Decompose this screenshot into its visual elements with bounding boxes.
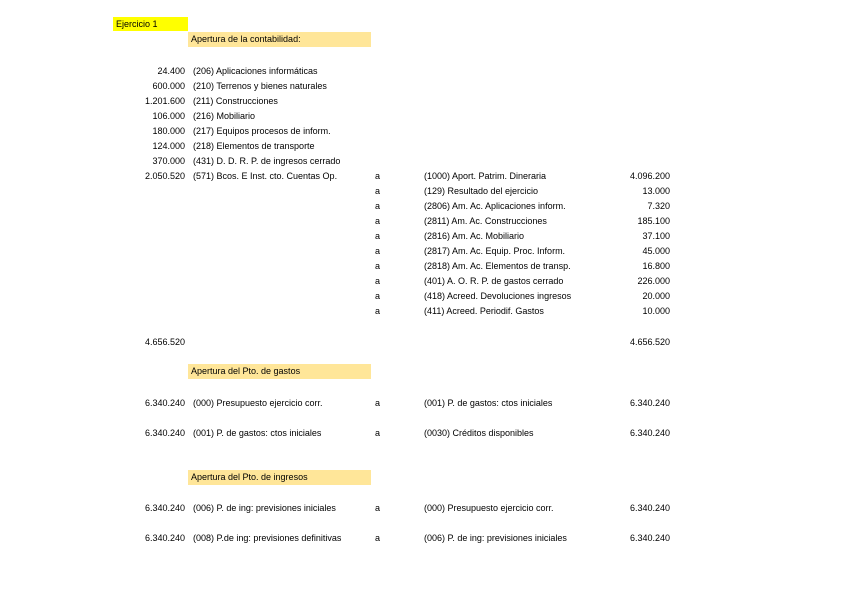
budget-account-left: (000) Presupuesto ejercicio corr. — [193, 398, 323, 408]
exercise-label: Ejercicio 1 — [113, 17, 188, 31]
debit-account: (431) D. D. R. P. de ingresos cerrado — [193, 156, 341, 166]
credit-amount: 45.000 — [642, 246, 670, 256]
budget-amount-left: 6.340.240 — [144, 428, 185, 438]
section-header-apertura-contabilidad: Apertura de la contabilidad: — [188, 32, 371, 47]
credit-separator: a — [375, 171, 381, 181]
debit-account: (217) Equipos procesos de inform. — [193, 126, 331, 136]
income-amount-left: 6.340.240 — [144, 503, 185, 513]
income-account-right: (006) P. de ing: previsiones iniciales — [424, 533, 567, 543]
credit-amount: 7.320 — [647, 201, 670, 211]
credit-separator: a — [375, 231, 381, 241]
debit-amount: 124.000 — [152, 141, 185, 151]
total-debit: 4.656.520 — [144, 337, 185, 347]
income-account-left: (008) P.de ing: previsiones definitivas — [193, 533, 342, 543]
budget-separator: a — [375, 398, 381, 408]
debit-account: (216) Mobiliario — [193, 111, 256, 121]
credit-amount: 37.100 — [642, 231, 670, 241]
income-account-right: (000) Presupuesto ejercicio corr. — [424, 503, 554, 513]
debit-account: (571) Bcos. E Inst. cto. Cuentas Op. — [193, 171, 338, 181]
budget-account-right: (0030) Créditos disponibles — [424, 428, 534, 438]
budget-account-left: (001) P. de gastos: ctos iniciales — [193, 428, 322, 438]
credit-account: (129) Resultado del ejercicio — [424, 186, 539, 196]
income-amount-right: 6.340.240 — [629, 533, 670, 543]
credit-separator: a — [375, 276, 381, 286]
credit-account: (2817) Am. Ac. Equip. Proc. Inform. — [424, 246, 566, 256]
credit-amount: 10.000 — [642, 306, 670, 316]
credit-amount: 185.100 — [637, 216, 670, 226]
budget-account-right: (001) P. de gastos: ctos iniciales — [424, 398, 553, 408]
budget-amount-right: 6.340.240 — [629, 398, 670, 408]
debit-amount: 24.400 — [157, 66, 185, 76]
debit-account: (210) Terrenos y bienes naturales — [193, 81, 327, 91]
credit-amount: 20.000 — [642, 291, 670, 301]
credit-amount: 13.000 — [642, 186, 670, 196]
credit-account: (411) Acreed. Periodif. Gastos — [424, 306, 544, 316]
budget-separator: a — [375, 428, 381, 438]
credit-separator: a — [375, 201, 381, 211]
credit-separator: a — [375, 261, 381, 271]
credit-amount: 226.000 — [637, 276, 670, 286]
debit-amount: 2.050.520 — [144, 171, 185, 181]
debit-account: (206) Aplicaciones informáticas — [193, 66, 318, 76]
total-credit: 4.656.520 — [629, 337, 670, 347]
income-amount-left: 6.340.240 — [144, 533, 185, 543]
debit-amount: 180.000 — [152, 126, 185, 136]
credit-separator: a — [375, 291, 381, 301]
credit-separator: a — [375, 186, 381, 196]
income-account-left: (006) P. de ing: previsiones iniciales — [193, 503, 336, 513]
credit-account: (2806) Am. Ac. Aplicaciones inform. — [424, 201, 566, 211]
debit-amount: 1.201.600 — [144, 96, 185, 106]
debit-amount: 600.000 — [152, 81, 185, 91]
credit-amount: 4.096.200 — [629, 171, 670, 181]
credit-account: (2816) Am. Ac. Mobiliario — [424, 231, 525, 241]
credit-amount: 16.800 — [642, 261, 670, 271]
income-separator: a — [375, 503, 381, 513]
debit-amount: 370.000 — [152, 156, 185, 166]
credit-separator: a — [375, 216, 381, 226]
credit-account: (2811) Am. Ac. Construcciones — [424, 216, 547, 226]
credit-account: (401) A. O. R. P. de gastos cerrado — [424, 276, 564, 286]
debit-amount: 106.000 — [152, 111, 185, 121]
credit-account: (2818) Am. Ac. Elementos de transp. — [424, 261, 571, 271]
credit-account: (1000) Aport. Patrim. Dineraria — [424, 171, 547, 181]
credit-separator: a — [375, 306, 381, 316]
section-header-apertura-ingresos: Apertura del Pto. de ingresos — [188, 470, 371, 485]
credit-separator: a — [375, 246, 381, 256]
income-amount-right: 6.340.240 — [629, 503, 670, 513]
income-separator: a — [375, 533, 381, 543]
debit-account: (211) Construcciones — [193, 96, 278, 106]
credit-account: (418) Acreed. Devoluciones ingresos — [424, 291, 572, 301]
budget-amount-left: 6.340.240 — [144, 398, 185, 408]
budget-amount-right: 6.340.240 — [629, 428, 670, 438]
section-header-apertura-gastos: Apertura del Pto. de gastos — [188, 364, 371, 379]
debit-account: (218) Elementos de transporte — [193, 141, 315, 151]
